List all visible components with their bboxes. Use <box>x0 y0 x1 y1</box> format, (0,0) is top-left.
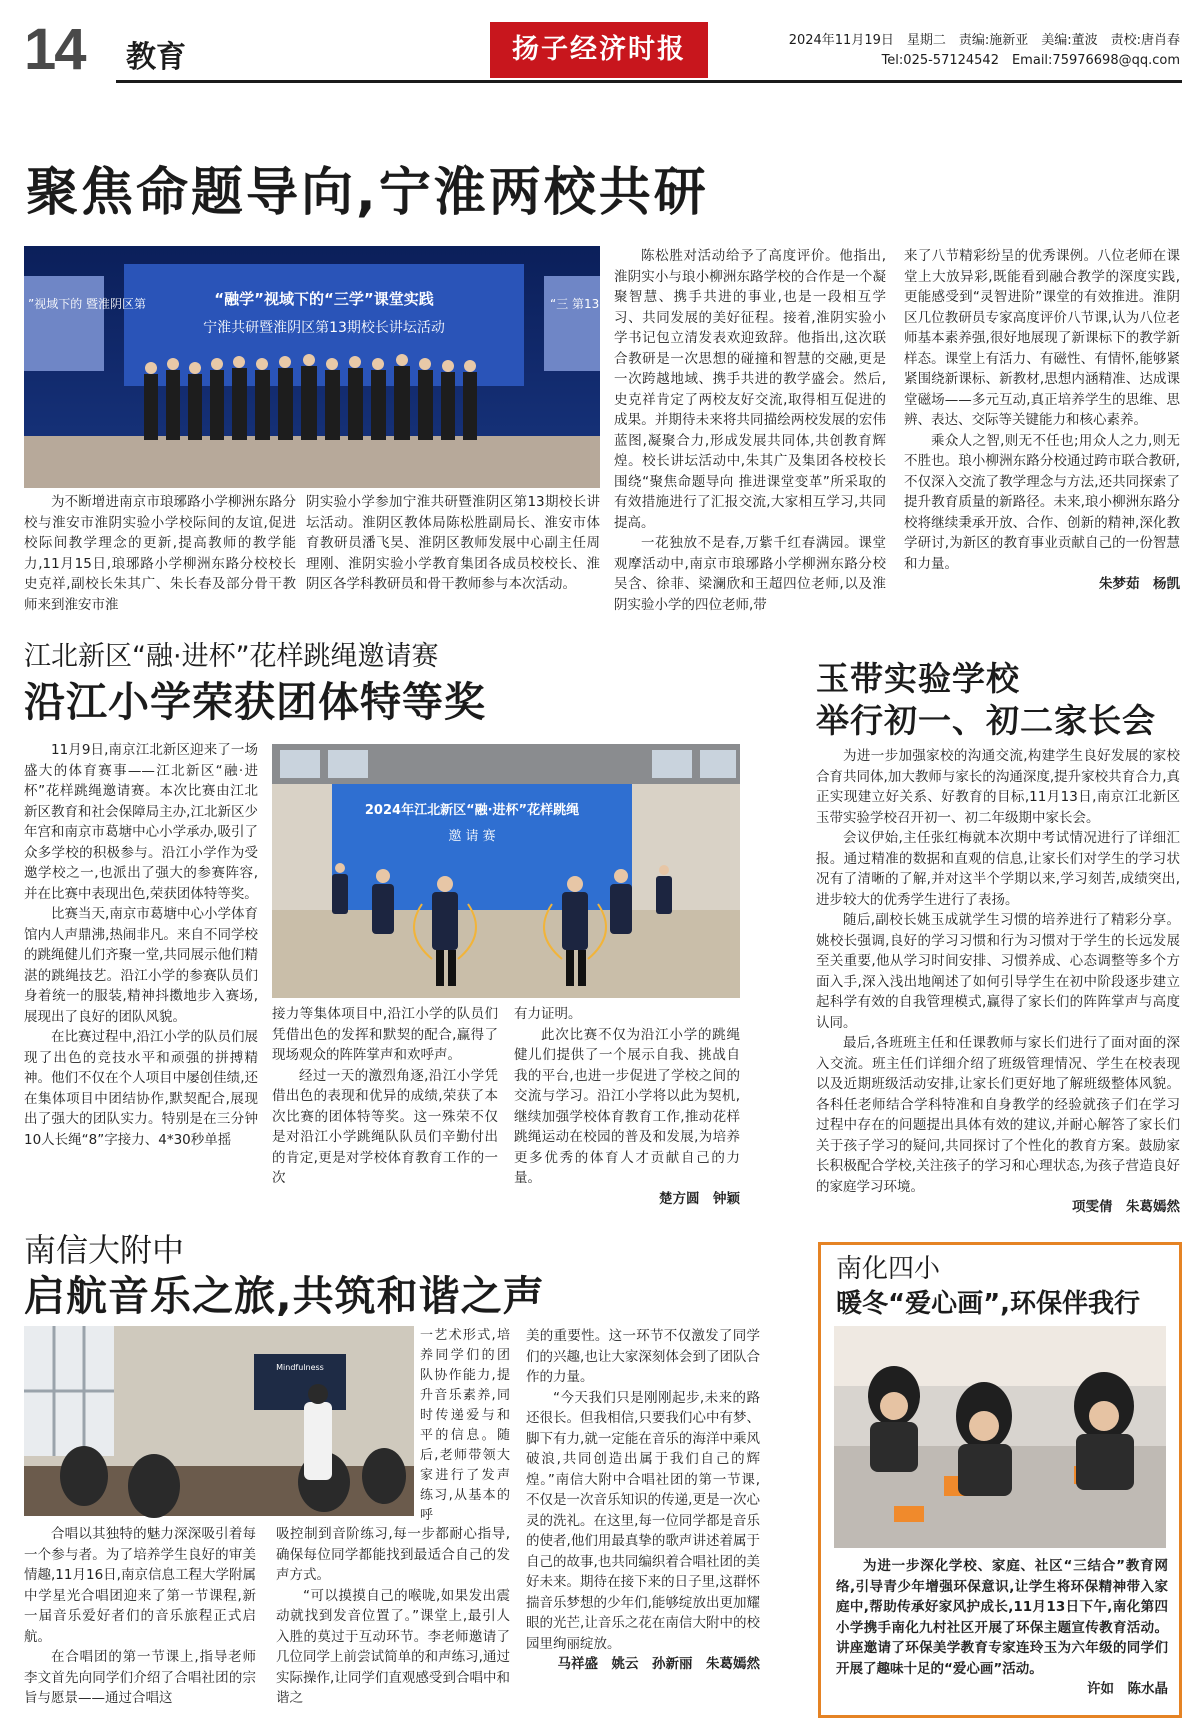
article3-body: 为进一步加强家校的沟通交流,构建学生良好发展的家校合育共同体,加大教师与家长的沟通深度,提升家校共育合力,真正实现建立好关系、好教育的目标,11月13日,南京江北新区玉带实验学校召开初一、初二年级期中家长会。 会议伊始,主任张红梅就本次期中考试情况进行了详细汇报。通过精准的数据和直观的信息,让家长们对学生的学习状况有了清晰的了解,并对这半个学期以来,学习刻苦,成绩突出,进步较大的优秀学生进行了表扬。 随后,副校长姚玉成就学生习惯的培养进行了精彩分享。姚校长强调,良好的学习习惯和行为习惯对于学生的长远发展至关重要,他从学习时间安排、习惯养成、心态调整等多个方面入手,深入浅出地阐述了如何引导学生在初中阶段逐步建立起科学有效的自我管理模式,赢得了家长们的阵阵掌声与高度认同。 最后,各班班主任和任课教师与家长们进行了面对面的深入交流。班主任们详细介绍了班级管理情况、学生在校表现以及近期班级活动安排,让家长们更好地了解班级整体风貌。各科任老师结合学科特准和自身教学的经验就孩子们在学习过程中存在的问题提出具体有效的建议,并耐心解答了家长们关于孩子学习的疑问,共同探讨了个性化的教育方案。鼓励家长积极配合学校,关注孩子的学习和心理状态,为孩子营造良好的家庭学习环境。 项雯倩 朱葛嫣然 <box>816 746 1180 1204</box>
article4-kicker: 南信大附中 <box>24 1231 185 1269</box>
article3-headline-line1: 玉带实验学校 <box>816 659 1020 698</box>
article4-col3: 美的重要性。这一环节不仅激发了同学们的兴趣,也让大家深刻体会到了团队合作的力量。 “今天我们只是刚刚起步,未来的路还很长。但我相信,只要我们心中有梦、脚下有力,就一定能在音乐的海洋中乘风破浪,共同创造出属于我们自己的辉煌。”南信大附中合唱社团的第一节课,不仅是一次音乐知识的传递,更是一次心灵的洗礼。在这里,每一位同学都是音乐的使者,他们用最真挚的歌声讲述着属于自己的故事,也共同编织着合唱社团的美好未来。期待在接下来的日子里,这群怀揣音乐梦想的少年们,能够绽放出更加耀眼的光芒,让音乐之花在南信大附中的校园里绚丽绽放。 马祥盛 姚云 孙新丽 朱葛嫣然 <box>526 1326 760 1718</box>
article2-col3: 有力证明。 此次比赛不仅为沿江小学的跳绳健儿们提供了一个展示自我、挑战自我的平台,也进一步促进了学校之间的交流与学习。沿江小学将以此为契机,继续加强学校体育教育工作,推动花样跳绳运动在校园的普及和发展,为培养更多优秀的体育人才贡献自己的力量。 楚方圆 钟颖 <box>514 1004 740 1202</box>
issue-info: 2024年11月19日 星期二 责编:施新亚 美编:董波 责校:唐肖春 <box>788 33 1180 48</box>
article1-headline: 聚焦命题导向,宁淮两校共研 <box>26 163 709 223</box>
photo-banner-line2: 宁淮共研暨淮阴区第13期校长讲坛活动 <box>203 320 445 336</box>
article5-byline: 许如 陈水晶 <box>1087 1681 1168 1697</box>
photo-screen-title: 2024年江北新区“融·进杯”花样跳绳 <box>364 803 580 818</box>
article5-kicker: 南化四小 <box>836 1254 941 1284</box>
article2-col2: 接力等集体项目中,沿江小学的队员们凭借出色的发挥和默契的配合,赢得了现场观众的阵阵掌声和欢呼声。 经过一天的激烈角逐,沿江小学凭借出色的表现和优异的成绩,荣获了本次比赛的团体特等奖。这一殊荣不仅是对沿江小学跳绳队队员们辛勤付出的肯定,更是对学校体育教育工作的一次 <box>272 1006 498 1186</box>
photo-screen-subtitle: 邀 请 赛 <box>448 829 496 844</box>
page-number: 14 <box>24 17 85 82</box>
photo-right-screen: “三 第13 <box>550 297 600 311</box>
article4-col2-top: 一艺术形式,培养同学们的团队协作能力,提升音乐素养,同时传递爱与和平的信息。随后,老师带领大家进行了发声练习,从基本的呼 <box>420 1328 510 1523</box>
photo-banner-line1: “融学”视域下的“三学”课堂实践 <box>214 290 434 308</box>
article3-byline: 项雯倩 朱葛嫣然 <box>1072 1199 1180 1215</box>
article5-body: 为进一步深化学校、家庭、社区“三结合”教育网络,引导青少年增强环保意识,让学生将环保精神带入家庭中,帮助传承好家风护成长,11月13日下午,南化第四小学携手南化九村社区开展了环保主题宣传教育活动。讲座邀请了环保美学教育专家连玲玉为六年级的同学们开展了趣味十足的“爱心画”活动。 许如 陈水晶 <box>836 1556 1168 1712</box>
article2-headline: 沿江小学荣获团体特等奖 <box>24 678 486 726</box>
article5-photo <box>834 1326 1166 1548</box>
article2-kicker: 江北新区“融·进杯”花样跳绳邀请赛 <box>24 641 439 672</box>
article1-col1: 为不断增进南京市琅琊路小学柳洲东路分校与淮安市淮阴实验小学校际间的友谊,促进校际间教学理念的更新,提高教师的教学能力,11月15日,琅琊路小学柳洲东路分校校长史克祥,副校长朱其广、朱长春及部分骨干教师来到淮安市淮 <box>24 494 296 613</box>
article1-col3: 陈松胜对活动给予了高度评价。他指出,淮阴实小与琅小柳洲东路学校的合作是一个凝聚智慧、携手共进的事业,也是一段相互学习、共同发展的美好征程。接着,淮阴实验小学书记包立清发表欢迎致辞。他指出,这次联合教研是一次思想的碰撞和智慧的交融,更是一次跨越地域、携手共进的教学盛会。然后,史克祥肯定了两校友好交流,取得相互促进的成果。并期待未来将共同描绘两校发展的宏伟蓝图,凝聚合力,形成发展共同体,共创教育辉煌。校长讲坛活动中,朱其广及集团各校校长围绕“聚焦命题导向 推进课堂变革”所采取的有效措施进行了汇报交流,大家相互学习,共同提高。 一花独放不是春,万紫千红春满园。课堂观摩活动中,南京市琅琊路小学柳洲东路分校吴含、徐菲、梁澜欣和王超四位老师,以及淮阴实验小学的四位老师,带 <box>614 248 886 613</box>
article1-col4: 来了八节精彩纷呈的优秀课例。八位老师在课堂上大放异彩,既能看到融合教学的深度实践,更能感受到“灵智进阶”课堂的有效推进。淮阴区几位教研员专家高度评价八节课,认为八位老师基本素养强,很好地展现了新课标下的教学新样态。课堂上有活力、有磁性、有情怀,能够紧紧围绕新课标、新教材,思想内涵精准、达成课堂磁场——多元互动,真正培养学生的思维、思辨、表达、交际等关键能力和核心素养。 乘众人之智,则无不任也;用众人之力,则无不胜也。琅小柳洲东路分校通过跨市联合教研,不仅深入交流了教学理念与方法,还共同探索了提升教育质量的新路径。未来,琅小柳洲东路分校将继续秉承开放、合作、创新的精神,深化教学研讨,为新区的教育事业贡献自己的一份智慧和力量。 朱梦茹 杨凯 <box>904 246 1180 606</box>
photo-left-screen: ”视域下的 暨淮阴区第 <box>28 297 147 311</box>
article4-col1: 合唱以其独特的魅力深深吸引着每一个参与者。为了培养学生良好的审美情趣,11月16日,南京信息工程大学附属中学星光合唱团迎来了第一节课程,新一届音乐爱好者们的音乐旅程正式启航。 在合唱团的第一节课上,指导老师李文首先向同学们介绍了合唱社团的宗旨与愿景——通过合唱这 <box>24 1526 256 1706</box>
article4-photo <box>24 1326 414 1516</box>
contact-info: Tel:025-57124542 Email:75976698@qq.com <box>881 53 1180 68</box>
photo-screen-text: Mindfulness <box>276 1363 324 1372</box>
article4-headline: 启航音乐之旅,共筑和谐之声 <box>24 1272 545 1320</box>
header-rule <box>116 80 1182 83</box>
article1-col2: 阴实验小学参加宁淮共研暨淮阴区第13期校长讲坛活动。淮阴区教体局陈松胜副局长、淮安市体育教研员潘飞昊、淮阴区教师发展中心副主任周理刚、淮阴实验小学教育集团各成员校校长、淮阴区各学科教研员和骨干教师参与本次活动。 <box>306 494 600 592</box>
article4-col2: 吸控制到音阶练习,每一步都耐心指导,确保每位同学都能找到最适合自己的发声方式。 “可以摸摸自己的喉咙,如果发出震动就找到发音位置了。”课堂上,最引人入胜的莫过于互动环节。李老师邀请了几位同学上前尝试简单的和声练习,通过实际操作,让同学们直观感受到合唱中和谐之 <box>276 1526 510 1706</box>
section-title: 教育 <box>126 40 186 75</box>
article5-headline: 暖冬“爱心画”,环保伴我行 <box>836 1289 1141 1319</box>
article1-byline: 朱梦茹 杨凯 <box>1099 576 1180 592</box>
article2-byline: 楚方圆 钟颖 <box>659 1190 740 1207</box>
masthead-logo: 扬子经济时报 <box>490 22 708 78</box>
article2-col1: 11月9日,南京江北新区迎来了一场盛大的体育赛事——江北新区“融·进杯”花样跳绳邀请赛。本次比赛由江北新区教育和社会保障局主办,江北新区少年宫和南京市葛塘中心小学承办,吸引了众多学校的积极参与。沿江小学作为受邀学校之一,也派出了强大的参赛阵容,并在比赛中表现出色,荣获团体特等奖。 比赛当天,南京市葛塘中心小学体育馆内人声鼎沸,热闹非凡。来自不同学校的跳绳健儿们齐聚一堂,共同展示他们精湛的跳绳技艺。沿江小学的参赛队员们身着统一的服装,精神抖擞地步入赛场,展现出了良好的团队风貌。 在比赛过程中,沿江小学的队员们展现了出色的竞技水平和顽强的拼搏精神。他们不仅在个人项目中屡创佳绩,还在集体项目中团结协作,默契配合,展现出了强大的团队实力。特别是在三分钟10人长绳“8”字接力、4*30秒单摇 <box>24 742 258 1148</box>
article4-byline: 马祥盛 姚云 孙新丽 朱葛嫣然 <box>557 1656 760 1672</box>
article1-photo <box>24 246 600 488</box>
article3-headline-line2: 举行初一、初二家长会 <box>816 701 1156 740</box>
article2-photo <box>272 744 740 998</box>
